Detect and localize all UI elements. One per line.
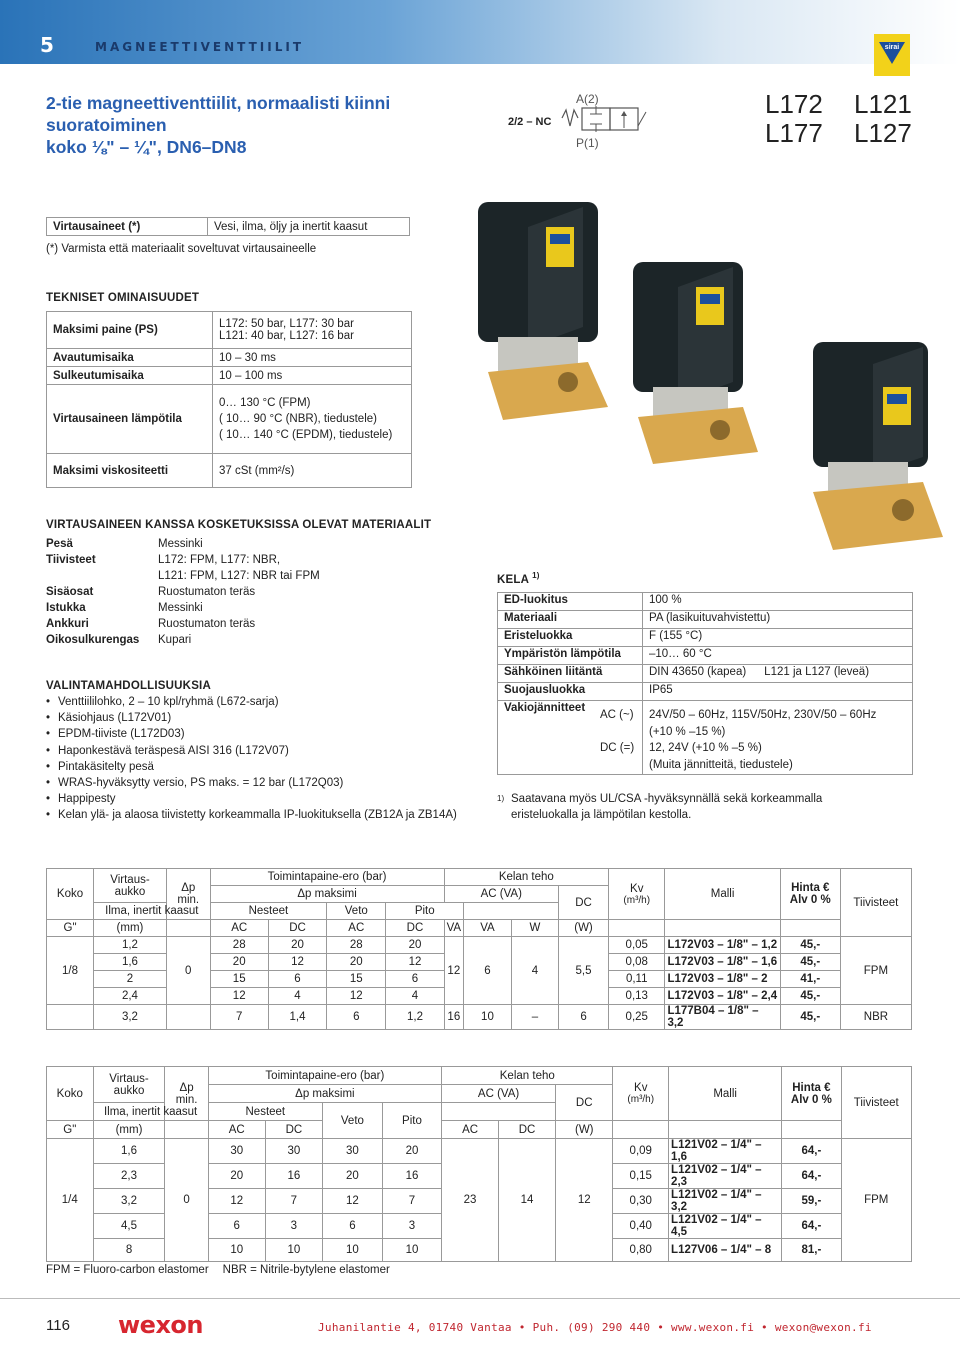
model-group-1: L172 L177	[765, 89, 823, 148]
title-line-1: 2-tie magneettiventtiilit, normaalisti kiinni	[46, 93, 391, 113]
list-item: • Happipesty	[46, 791, 457, 807]
options-heading: VALINTAMAHDOLLISUUKSIA	[46, 680, 211, 692]
header-band	[0, 0, 960, 64]
list-item: • Pintakäsitelty pesä	[46, 759, 457, 775]
options-list	[46, 694, 457, 824]
table-row: 1,6 20 12 20 12 0,08 L172V03 – 1/8" – 1,6 45,-	[47, 954, 912, 971]
model-group-2: L121 L127	[854, 89, 912, 148]
kela-heading: KELA $^{1)}$	[497, 571, 540, 586]
tech-key: Sulkeutumisaika	[47, 367, 213, 385]
data-table-2: Koko Virtaus- aukko Δp min. Toimintapaine-ero (bar) Kelan teho Kv (m³/h) Malli Hinta € Alv 0 % Tiivisteet Δp maksimi AC (VA) DC Ilma, inertit kaasut Nesteet Veto Pito G" (mm) AC DC AC DC (W) 1/4 1,6 0 30 30 30 20 23 14 12 0,09 L121V02 – 1/4" – 1,6 64,- FPM 2,3 20 16 20 16 0,15 L121V02 – 1/4" – 2,3 64,- 3,2 12 7 12 7 0,30 L121V02 – 1/4" – 3,2 59,- 4,5 6 3 6 3 0,40 L121V02 – 1/4" – 4,5 64,- 8 10 10 10 10 0,80 L127V06 – 1/4" – 8 81,-	[46, 1066, 912, 1262]
list-item: • WRAS-hyväksytty versio, PS maks. = 12 bar (L172Q03)	[46, 775, 457, 791]
media-label: Virtausaineet (*)	[47, 218, 208, 236]
media-value: Vesi, ilma, öljy ja inertit kaasut	[208, 218, 410, 236]
valve-type-label: 2/2 – NC	[508, 116, 552, 128]
footer-address: Juhanilantie 4, 01740 Vantaa • Puh. (09) 290 440 • www.wexon.fi • wexon@wexon.fi	[318, 1321, 872, 1334]
valve-symbol-icon	[558, 90, 648, 150]
list-item: • Käsiohjaus (L172V01)	[46, 710, 457, 726]
list-item: • Venttiililohko, 2 – 10 kpl/ryhmä (L672-sarja)	[46, 694, 457, 710]
title-line-3: koko ⅛" – ¼", DN6–DN8	[46, 137, 247, 157]
list-item: • Haponkestävä teräspesä AISI 316 (L172V07)	[46, 743, 457, 759]
table-row: 2,3 20 16 20 16 0,15 L121V02 – 1/4" – 2,3 64,-	[47, 1164, 912, 1189]
tech-table: Maksimi paine (PS) L172: 50 bar, L177: 30 bar L121: 40 bar, L127: 16 bar Avautumisaika 10 – 30 ms Sulkeutumisaika 10 – 100 ms Virtausaineen lämpötila 0… 130 °C (FPM) ( 10… 90 °C (NBR), tiedustele) ( 10… 140 °C (EPDM), tiedustele) Maksimi viskositeetti 37 cSt (mm²/s)	[46, 311, 412, 488]
media-table	[46, 217, 410, 236]
section-number: 5	[40, 33, 54, 57]
table-row: 3,2 12 7 12 7 0,30 L121V02 – 1/4" – 3,2 59,-	[47, 1189, 912, 1214]
page-number: 116	[46, 1317, 70, 1334]
section-title: MAGNEETTIVENTTIILIT	[95, 40, 305, 54]
port-a-label: A(2)	[576, 92, 599, 106]
table-row: 1/4 1,6 0 30 30 30 20 23 14 12 0,09 L121V02 – 1/4" – 1,6 64,- FPM	[47, 1139, 912, 1164]
page-title	[46, 92, 390, 158]
tech-key: Maksimi paine (PS)	[47, 312, 213, 349]
data-table-1: Koko Virtaus- aukko Δp min. Toimintapaine-ero (bar) Kelan teho Kv (m³/h) Malli Hinta € Alv 0 % Tiivisteet Δp maksimi AC (VA) DC Ilma, inertit kaasut Nesteet Veto Pito G" (mm) AC DC AC DC VA VA W (W) 1/8 1,2 0 28 20 28 20 12 6 4 5,5 0,05 L172V03 – 1/8" – 1,2 45,- FPM 1,6 20 12 20 12 0,08 L172V03 – 1/8" – 1,6 45,- 2 15 6 15 6 0,11 L172V03 – 1/8" – 2 41,- 2,4 12 4 12 4 0,13 L172V03 – 1/8" – 2,4 45,- 3,2 7 1,4 6 1,2 16 10 – 6 0,25 L177B04 – 1/8" – 3,2 45,- NBR	[46, 868, 912, 1030]
list-item: • Kelan ylä- ja alaosa tiivistetty korkeammalla IP-luokituksella (ZB12A ja ZB14A)	[46, 807, 457, 823]
tech-key: Virtausaineen lämpötila	[47, 385, 213, 454]
list-item: • EPDM-tiiviste (L172D03)	[46, 726, 457, 742]
tech-key: Avautumisaika	[47, 349, 213, 367]
tech-key: Maksimi viskositeetti	[47, 454, 213, 488]
footer-divider	[0, 1298, 960, 1299]
legend: FPM = Fluoro-carbon elastomer NBR = Nitrile-bytylene elastomer	[46, 1264, 390, 1276]
media-note: (*) Varmista että materiaalit soveltuvat virtausaineelle	[46, 243, 317, 255]
title-line-2: suoratoiminen	[46, 115, 167, 135]
kela-footnote: $^{1)}$ Saatavana myös UL/CSA -hyväksynnällä sekä korkeammalla eristeluokalla ja lämpötilan kestolla.	[497, 793, 823, 821]
materials-heading: VIRTAUSAINEEN KANSSA KOSKETUKSISSA OLEVAT MATERIAALIT	[46, 519, 432, 531]
kela-table: ED-luokitus 100 % Materiaali PA (lasikuituvahvistettu) Eristeluokka F (155 °C) Ympäristön lämpötila –10… 60 °C Sähköinen liitäntä DIN 43650 (kapea) L121 ja L127 (leveä) Suojausluokka IP65 Vakiojännitteet AC (~) DC (=) 24V/50 – 60Hz, 115V/50Hz, 230V/50 – 60Hz (+10 % –15 %) 12, 24V (+10 % –5 %) (Muita jännitteitä, tiedustele)	[497, 592, 913, 775]
product-photo	[458, 192, 948, 562]
table-row: 1/8 1,2 0 28 20 28 20 12 6 4 5,5 0,05 L172V03 – 1/8" – 1,2 45,- FPM	[47, 937, 912, 954]
table-row: 4,5 6 3 6 3 0,40 L121V02 – 1/4" – 4,5 64,-	[47, 1214, 912, 1239]
table-row: 2,4 12 4 12 4 0,13 L172V03 – 1/8" – 2,4 45,-	[47, 988, 912, 1005]
logo-text: sirai	[884, 44, 900, 51]
port-p-label: P(1)	[576, 136, 599, 150]
table-row: 3,2 7 1,4 6 1,2 16 10 – 6 0,25 L177B04 – 1/8" – 3,2 45,- NBR	[47, 1005, 912, 1030]
sirai-logo	[874, 34, 910, 76]
wexon-logo: wexon	[118, 1311, 204, 1339]
table-row: 8 10 10 10 10 0,80 L127V06 – 1/4" – 8 81,-	[47, 1239, 912, 1262]
tech-heading: TEKNISET OMINAISUUDET	[46, 292, 200, 304]
table-row: 2 15 6 15 6 0,11 L172V03 – 1/8" – 2 41,-	[47, 971, 912, 988]
